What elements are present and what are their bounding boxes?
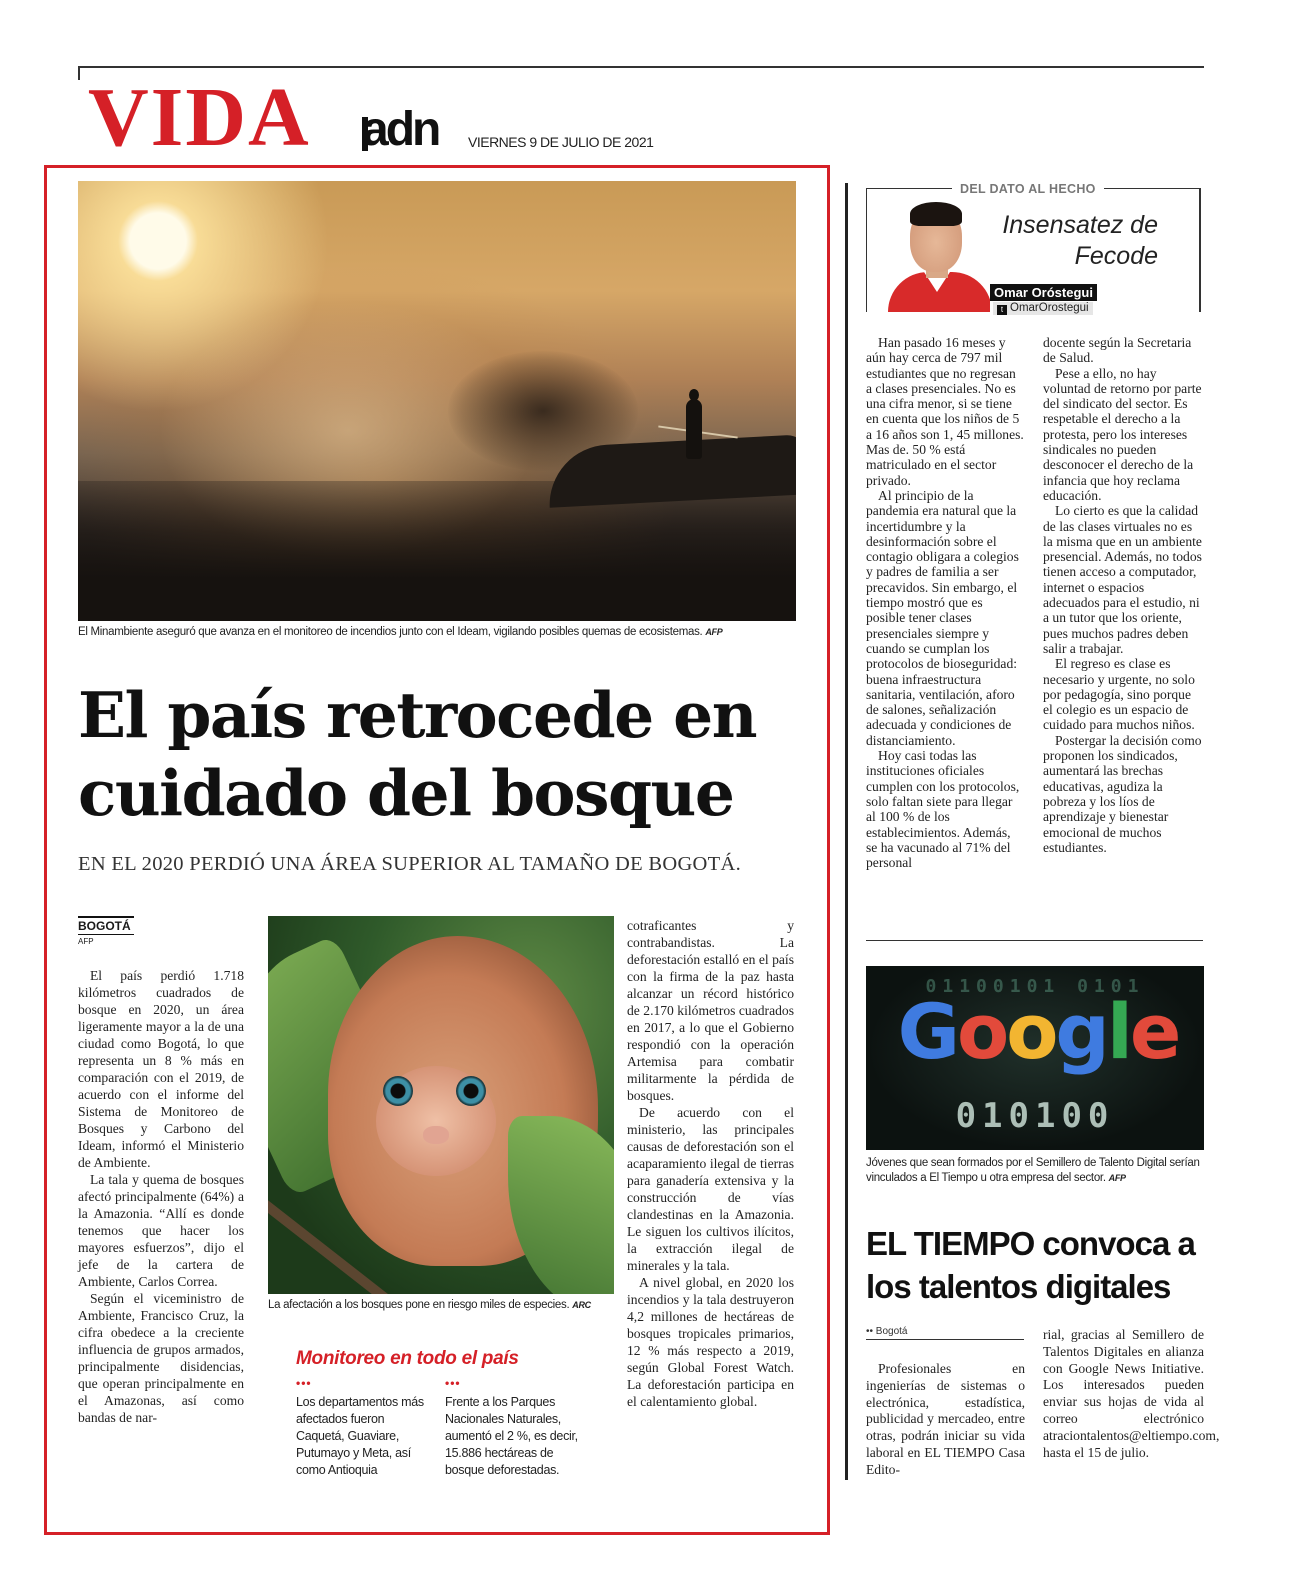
hero-credit: AFP — [705, 627, 723, 637]
paragraph: La tala y quema de bosques afectó principalmente (64%) a la Amazonia. “Allí es donde tenemos que hacer los mayores esfuerzos”, dijo el jefe de la cartera de Ambiente, Carlos Correa. — [78, 1172, 244, 1289]
paragraph: Han pasado 16 meses y aún hay cerca de 797 mil estudiantes que no regresan a clases presenciales. No es una cifra menor, si se tiene en cuenta que los niños de 5 a 16 años son 1, 45 millones. Mas de. 50 % está matriculado en el sector privado. — [866, 335, 1024, 488]
main-dateline — [78, 916, 134, 946]
top-rule-tick — [78, 66, 80, 80]
logo-letter: l — [1106, 987, 1130, 1076]
paragraph: El país perdió 1.718 kilómetros cuadrados de bosque en 2020, un área ligeramente mayor a la de una ciudad como Bogotá, lo que representa un 8 % más en comparación con el 2019, de acuerdo con el informe del Sistema de Monitoreo de Bosques y Carbono del Ideam, informó el Ministerio de Ambiente. — [78, 968, 244, 1170]
google-photo — [866, 966, 1204, 1150]
opinion-title: Insensatez de Fecode — [1002, 211, 1158, 270]
opinion-column-2 — [1043, 335, 1203, 855]
monitoring-box-item: Frente a los Parques Nacionales Naturales, aumentó el 2 %, es decir, 15.886 hectáreas de bosque deforestadas. — [445, 1395, 578, 1477]
section-title: VIDA — [88, 71, 311, 164]
paragraph: A nivel global, en 2020 los incendios y la tala destruyeron 4,2 millones de hectáreas de bosques tropicales primarios, 12 % más respecto a 2019, según Global Forest Watch. La deforestación participa en el calentamiento global. — [627, 1275, 794, 1409]
twitter-icon: t — [997, 305, 1007, 315]
possum-credit: ARC — [572, 1300, 591, 1310]
dateline-agency: AFP — [78, 937, 94, 946]
possum-leaf — [508, 1116, 614, 1294]
author-twitter-handle — [993, 302, 1093, 315]
column-divider — [845, 183, 848, 1480]
google-credit: AFP — [1108, 1173, 1126, 1183]
monitoring-box-dots: ••• — [296, 1376, 312, 1390]
paragraph: Profesionales en ingenierías de sistemas o electrónica, estadística, publicidad y mercadeo, entre otras, podrán iniciar su vida laboral en EL TIEMPO Casa Edito- — [866, 1361, 1025, 1477]
google-logo-word — [878, 987, 1198, 1076]
paragraph: cotraficantes y contrabandistas. La deforestación estalló en el país con la firma de la paz hasta alcanzar un récord histórico de 2.170 kilómetros cuadrados en 2017, a lo que el Gobierno respondió con la operación Artemisa para combatir militarmente la pérdida de bosques. — [627, 918, 794, 1103]
main-article-column-3 — [627, 917, 794, 1410]
monitoring-box-item: Los departamentos más afectados fueron Caquetá, Guaviare, Putumayo y Meta, así como Antioquia — [296, 1395, 424, 1477]
dateline-place: BOGOTÁ — [78, 916, 134, 935]
possum-eye — [456, 1076, 486, 1106]
opinion-kicker: DEL DATO AL HECHO — [952, 182, 1104, 196]
hero-caption-text: El Minambiente aseguró que avanza en el monitoreo de incendios junto con el Ideam, vigilando posibles quemas de ecosistemas. — [78, 626, 703, 638]
possum-nose — [423, 1126, 449, 1144]
paragraph: docente según la Secretaria de Salud. — [1043, 335, 1192, 366]
paragraph: Según el viceministro de Ambiente, Francisco Cruz, la cifra obedece a la creciente influencia de grupos armados, principalmente disidencias, que operan principalmente en el Amazonas, así como bandas de nar- — [78, 1291, 244, 1425]
hero-caption — [78, 626, 796, 638]
possum-caption-text: La afectación a los bosques pone en riesgo miles de especies. — [268, 1299, 570, 1311]
possum-eye — [383, 1076, 413, 1106]
possum-caption — [268, 1299, 614, 1311]
top-rule — [78, 66, 1204, 68]
side-section-rule — [866, 940, 1203, 941]
issue-date: VIERNES 9 DE JULIO DE 2021 — [468, 134, 654, 150]
possum-photo — [268, 916, 614, 1294]
portrait-hair — [910, 202, 962, 226]
hero-ground — [78, 481, 796, 621]
paragraph: rial, gracias al Semillero de Talentos Digitales en alianza con Google News Initiative. Los interesados pueden enviar sus hojas de vida al correo electrónico atraciontalentos@eltiempo.com, hasta el 15 de julio. — [1043, 1327, 1220, 1460]
side-article-column-2 — [1043, 1327, 1220, 1461]
logo-letter: e — [1129, 987, 1179, 1076]
opinion-author: Omar Oróstegui — [990, 284, 1097, 301]
handle-text: OmarOrostegui — [1010, 302, 1089, 314]
paragraph: Al principio de la pandemia era natural que la incertidumbre y la desinformación sobre el contagio obligara a colegios y padres de familia a ser precavidos. Sin embargo, el tiempo mostró que es posible tener clases presenciales siempre y cuando se cumplan los protocolos de bioseguridad: buena infraestructura sanitaria, ventilación, aforo de salones, señalización adecuada y condiciones de distanciamiento. — [866, 487, 1019, 748]
hero-firefighter — [686, 399, 702, 459]
monitoring-box-title: Monitoreo en todo el país — [296, 1348, 519, 1369]
paragraph: Hoy casi todas las instituciones oficiales cumplen con los protocolos, solo faltan siete para llegar al 100 % de los establecimientos. Además, se ha vacunado al 71% del personal — [866, 748, 1020, 871]
logo-letter: G — [897, 987, 957, 1076]
logo-letter: g — [1055, 987, 1107, 1076]
binary-text: 01100101 0101 — [925, 976, 1145, 997]
adn-logo: adn — [362, 103, 439, 156]
paragraph: El regreso es clase es necesario y urgente, no solo por pedagogía, sino porque el colegio es un espacio de cuidado para muchos niños. — [1043, 656, 1195, 733]
hero-photo-forest-fire — [78, 181, 796, 621]
google-caption — [866, 1156, 1204, 1186]
paragraph: Pese a ello, no hay voluntad de retorno por parte del sindicato del sector. Es respetable el derecho a la protesta, pero los intereses sindicales no pueden desconocer el derecho de la infancia que hoy reclama educación. — [1043, 365, 1202, 503]
logo-letter: o — [1006, 987, 1056, 1076]
google-caption-text: Jóvenes que sean formados por el Semillero de Talento Digital serían vinculados a El Tiempo u otra empresa del sector. — [866, 1157, 1200, 1184]
logo-letter: o — [956, 987, 1007, 1076]
author-portrait — [880, 198, 990, 312]
paragraph: Postergar la decisión como proponen los sindicados, aumentará las brechas educativas, agudiza la pobreza y los líos de aprendizaje y bienestar emocional de muchos estudiantes. — [1043, 732, 1202, 855]
main-article-column-1 — [78, 967, 244, 1426]
paragraph: De acuerdo con el ministerio, las principales causas de deforestación son el acaparamiento ilegal de tierras para ganadería extensiva y la construcción de vías clandestinas en la Amazonia. Le siguen los cultivos ilícitos, la extracción ilegal de minerales y la tala. — [627, 1105, 794, 1273]
side-article-column-1 — [866, 1361, 1025, 1479]
opinion-column-1 — [866, 335, 1024, 870]
binary-text: 010100 — [955, 1096, 1115, 1136]
side-dateline: •• Bogotá — [866, 1326, 1024, 1340]
main-deck: EN EL 2020 PERDIÓ UNA ÁREA SUPERIOR AL TAMAÑO DE BOGOTÁ. — [78, 853, 742, 875]
monitoring-box-dots: ••• — [445, 1376, 461, 1390]
main-headline: El país retrocede en cuidado del bosque — [78, 678, 757, 830]
paragraph: Lo cierto es que la calidad de las clases virtuales no es la misma que en un ambiente presencial. Además, no todos tienen acceso a computador, internet o espacios adecuados para el estudio, ni a un tutor que los oriente, pues muchos padres deben salir a trabajar. — [1043, 503, 1202, 656]
side-headline: EL TIEMPO convoca a los talentos digitales — [866, 1225, 1195, 1305]
